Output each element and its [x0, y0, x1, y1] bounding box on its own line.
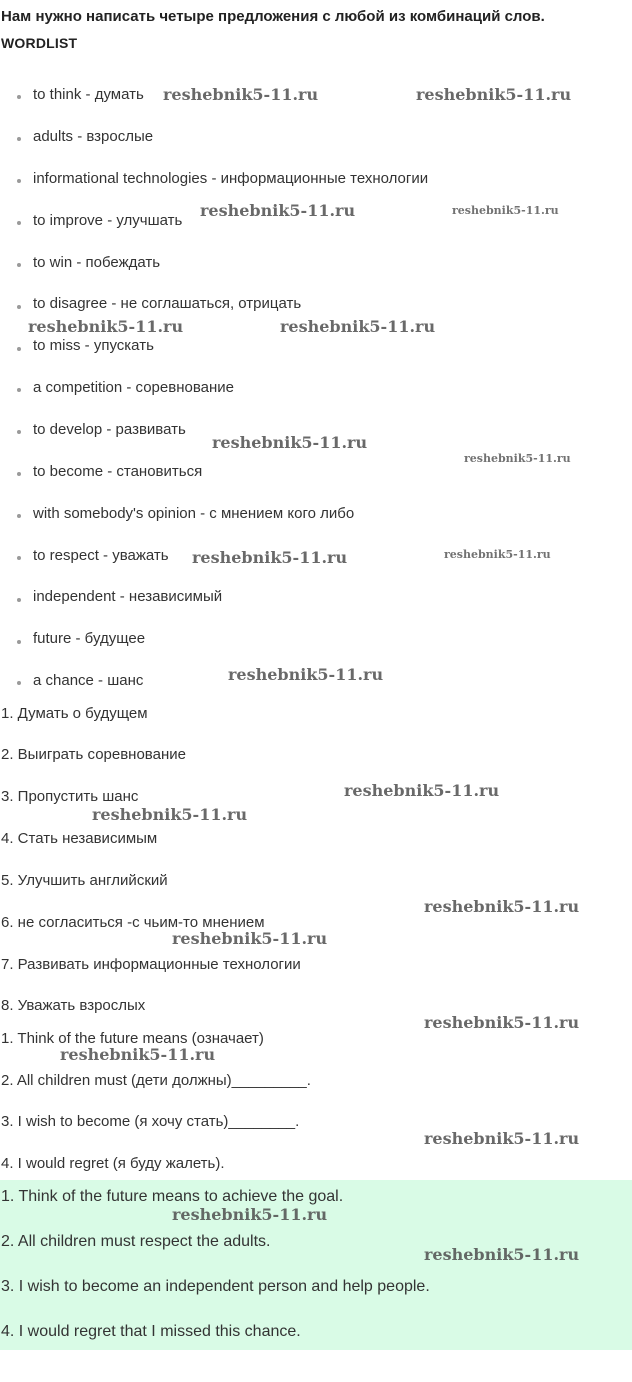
- bullet-icon: [17, 95, 21, 99]
- wordlist-item: adults - взрослые: [33, 128, 154, 145]
- watermark: reshebnik5-11.ru: [92, 805, 248, 824]
- wordlist-item: to respect - уважать: [33, 547, 169, 564]
- watermark: reshebnik5-11.ru: [464, 452, 571, 465]
- page-title: Нам нужно написать четыре предложения с любой из комбинаций слов.: [1, 8, 545, 25]
- wordlist-item: to disagree - не соглашаться, отрицать: [33, 295, 302, 312]
- answer-item: 1. Think of the future means to achieve the goal.: [1, 1188, 344, 1205]
- watermark: reshebnik5-11.ru: [416, 85, 572, 104]
- wordlist-item: a competition - соревнование: [33, 379, 234, 396]
- wordlist-item: future - будущее: [33, 630, 146, 647]
- watermark: reshebnik5-11.ru: [192, 548, 348, 567]
- bullet-icon: [17, 640, 21, 644]
- wordlist-item: informational technologies - информационные технологии: [33, 170, 429, 187]
- answer-item: 3. I wish to become an independent person and help people.: [1, 1278, 430, 1295]
- watermark: reshebnik5-11.ru: [60, 1045, 216, 1064]
- phrase-item: 2. Выиграть соревнование: [1, 746, 186, 763]
- watermark: reshebnik5-11.ru: [228, 665, 384, 684]
- phrase-item: 1. Думать о будущем: [1, 705, 148, 722]
- wordlist-item: to win - побеждать: [33, 254, 161, 271]
- watermark: reshebnik5-11.ru: [444, 548, 551, 561]
- wordlist-item: to improve - улучшать: [33, 212, 183, 229]
- bullet-icon: [17, 681, 21, 685]
- bullet-icon: [17, 347, 21, 351]
- bullet-icon: [17, 263, 21, 267]
- wordlist-item: to develop - развивать: [33, 421, 186, 438]
- watermark: reshebnik5-11.ru: [280, 317, 436, 336]
- watermark: reshebnik5-11.ru: [212, 433, 368, 452]
- bullet-icon: [17, 221, 21, 225]
- wordlist-item: to miss - упускать: [33, 337, 154, 354]
- bullet-icon: [17, 305, 21, 309]
- bullet-icon: [17, 430, 21, 434]
- wordlist-item: a chance - шанс: [33, 672, 144, 689]
- watermark: reshebnik5-11.ru: [172, 1205, 328, 1224]
- watermark: reshebnik5-11.ru: [424, 1245, 580, 1264]
- watermark: reshebnik5-11.ru: [344, 781, 500, 800]
- watermark: reshebnik5-11.ru: [424, 1013, 580, 1032]
- bullet-icon: [17, 137, 21, 141]
- answer-item: 4. I would regret that I missed this chance.: [1, 1323, 301, 1340]
- wordlist-item: to think - думать: [33, 86, 144, 103]
- bullet-icon: [17, 556, 21, 560]
- answer-item: 2. All children must respect the adults.: [1, 1233, 271, 1250]
- wordlist-item: with somebody's opinion - с мнением кого либо: [33, 505, 355, 522]
- bullet-icon: [17, 598, 21, 602]
- phrase-item: 7. Развивать информационные технологии: [1, 956, 301, 973]
- watermark: reshebnik5-11.ru: [200, 201, 356, 220]
- prompt-item: 3. I wish to become (я хочу стать)________.: [1, 1113, 300, 1130]
- watermark: reshebnik5-11.ru: [28, 317, 184, 336]
- bullet-icon: [17, 472, 21, 476]
- watermark: reshebnik5-11.ru: [424, 1129, 580, 1148]
- watermark: reshebnik5-11.ru: [172, 929, 328, 948]
- phrase-item: 8. Уважать взрослых: [1, 997, 146, 1014]
- bullet-icon: [17, 514, 21, 518]
- phrase-item: 6. не согласиться -с чьим-то мнением: [1, 914, 265, 931]
- prompt-item: 2. All children must (дети должны)_________.: [1, 1072, 311, 1089]
- wordlist-heading: WORDLIST: [1, 35, 78, 51]
- phrase-item: 5. Улучшить английский: [1, 872, 168, 889]
- phrase-item: 3. Пропустить шанс: [1, 788, 139, 805]
- wordlist-item: independent - независимый: [33, 588, 223, 605]
- prompt-item: 1. Think of the future means (означает): [1, 1030, 264, 1047]
- bullet-icon: [17, 388, 21, 392]
- watermark: reshebnik5-11.ru: [163, 85, 319, 104]
- wordlist-item: to become - становиться: [33, 463, 203, 480]
- bullet-icon: [17, 179, 21, 183]
- watermark: reshebnik5-11.ru: [424, 897, 580, 916]
- phrase-item: 4. Стать независимым: [1, 830, 158, 847]
- prompt-item: 4. I would regret (я буду жалеть).: [1, 1155, 225, 1172]
- watermark: reshebnik5-11.ru: [452, 204, 559, 217]
